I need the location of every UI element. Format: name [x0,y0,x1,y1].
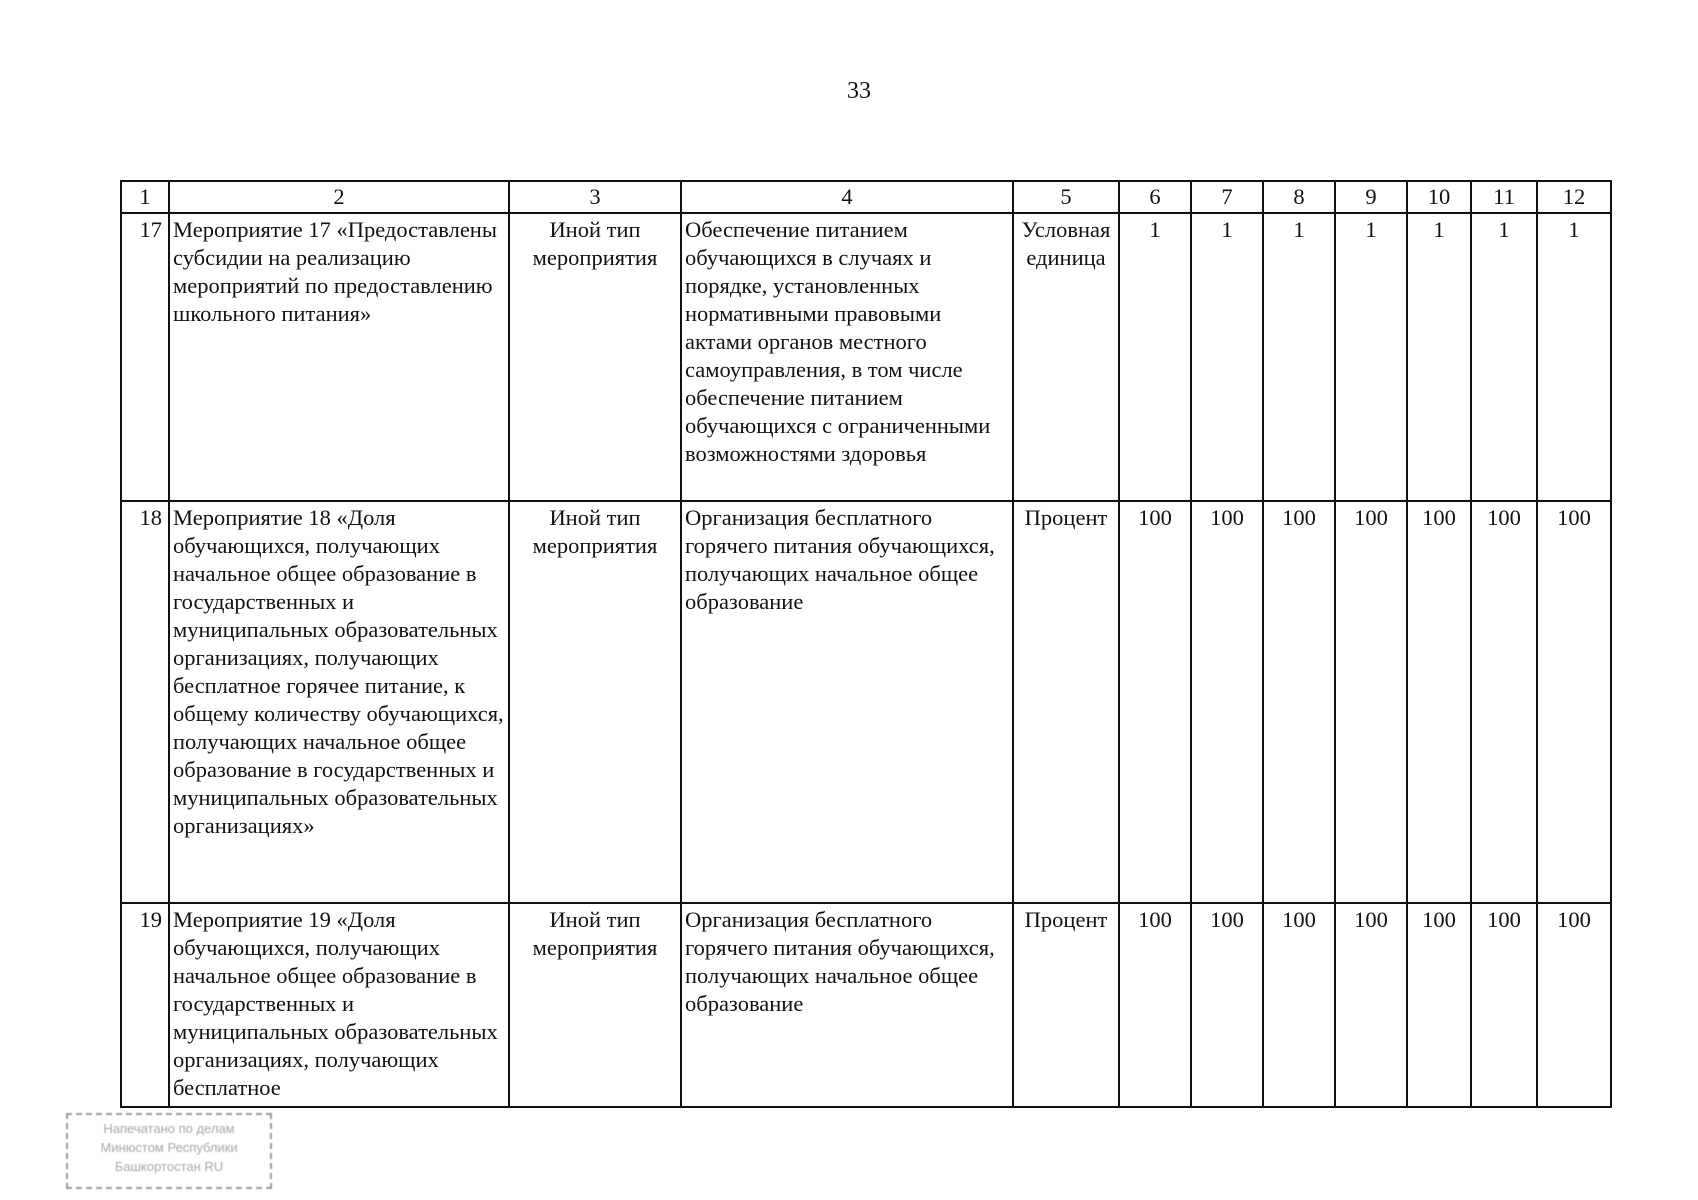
value-cell: 100 [1471,903,1537,1107]
value-cell: 100 [1263,903,1335,1107]
header-cell: 10 [1407,181,1471,213]
page-number: 33 [847,78,871,104]
value-cell: 1 [1471,213,1537,501]
header-cell: 1 [121,181,169,213]
value-cell: 100 [1407,903,1471,1107]
value-cell: 1 [1263,213,1335,501]
measure-unit: Процент [1013,501,1119,903]
value-cell: 1 [1191,213,1263,501]
measure-description: Организация бесплатного горячего питания обучающихся, получающих начальное общее образование [681,903,1013,1107]
header-cell: 5 [1013,181,1119,213]
value-cell: 100 [1537,903,1611,1107]
measure-unit: Условная единица [1013,213,1119,501]
value-cell: 1 [1119,213,1191,501]
row-number: 17 [121,213,169,501]
header-cell: 11 [1471,181,1537,213]
table-row [121,213,1611,501]
value-cell: 100 [1191,903,1263,1107]
measure-description: Организация бесплатного горячего питания обучающихся, получающих начальное общее образование [681,501,1013,903]
header-cell: 12 [1537,181,1611,213]
row-number: 18 [121,501,169,903]
stamp-line: Башкортостан RU [114,1159,224,1174]
measure-description: Обеспечение питанием обучающихся в случаях и порядке, установленных нормативными правовыми актами органов местного самоуправления, в том числе обеспечение питанием обучающихся с ограниченными возможностями здоровья [681,213,1013,501]
table-row [121,903,1611,1107]
header-cell: 7 [1191,181,1263,213]
value-cell: 100 [1191,501,1263,903]
value-cell: 100 [1335,903,1407,1107]
header-cell: 9 [1335,181,1407,213]
value-cell: 1 [1537,213,1611,501]
measure-name: Мероприятие 18 «Доля обучающихся, получающих начальное общее образование в государственных и муниципальных образовательных организациях, получающих бесплатное горячее питание, к общему количеству обучающихся, получающих начальное общее образование в государственных и муниципальных образовательных организациях» [169,501,509,903]
measure-name: Мероприятие 19 «Доля обучающихся, получающих начальное общее образование в государственных и муниципальных образовательных организациях, получающих бесплатное [169,903,509,1107]
table-row [121,501,1611,903]
header-cell: 2 [169,181,509,213]
measure-type: Иной тип мероприятия [509,501,681,903]
measure-type: Иной тип мероприятия [509,213,681,501]
measure-name: Мероприятие 17 «Предоставлены субсидии на реализацию мероприятий по предоставлению школьного питания» [169,213,509,501]
value-cell: 100 [1119,903,1191,1107]
value-cell: 100 [1119,501,1191,903]
measure-type: Иной тип мероприятия [509,903,681,1107]
value-cell: 100 [1407,501,1471,903]
measures-table [120,180,1612,1108]
measure-unit: Процент [1013,903,1119,1107]
header-cell: 6 [1119,181,1191,213]
value-cell: 100 [1537,501,1611,903]
stamp-line: Напечатано по делам [103,1121,235,1136]
stamp-line: Минюстом Республики [100,1140,238,1155]
table-header-row [121,181,1611,213]
registration-stamp [66,1113,272,1189]
header-cell: 8 [1263,181,1335,213]
value-cell: 1 [1335,213,1407,501]
row-number: 19 [121,903,169,1107]
value-cell: 100 [1471,501,1537,903]
value-cell: 100 [1335,501,1407,903]
header-cell: 4 [681,181,1013,213]
value-cell: 1 [1407,213,1471,501]
value-cell: 100 [1263,501,1335,903]
header-cell: 3 [509,181,681,213]
